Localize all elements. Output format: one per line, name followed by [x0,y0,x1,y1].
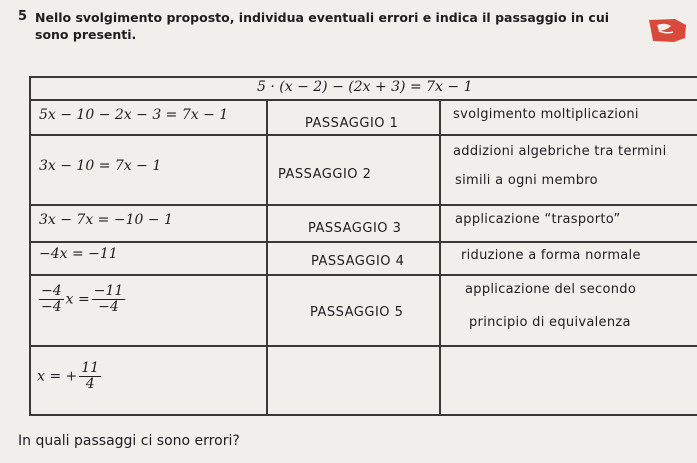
problem-instruction: Nello svolgimento proposto, individua eventuali errori e indica il passaggio in cui sono presenti. [35,10,610,42]
row3-description: applicazione “trasporto” [455,212,621,227]
row2-description-line2: simili a ogni membro [455,173,598,188]
red-tag-icon [645,16,689,44]
table-divider [29,345,697,347]
row5-description-line2: principio di equivalenza [469,315,631,330]
table-column-divider [439,99,441,416]
table-column-divider [266,99,268,416]
table-divider [29,274,697,276]
table-border-top [29,76,697,78]
row1-equation: 5x − 10 − 2x − 3 = 7x − 1 [39,107,229,123]
row2-step: PASSAGGIO 2 [278,167,372,182]
row2-description-line1: addizioni algebriche tra termini [453,144,667,159]
row5-description-line1: applicazione del secondo [465,282,637,297]
table-border-bottom [29,414,697,416]
row5-step: PASSAGGIO 5 [310,305,404,320]
problem-number: 5 [18,9,28,24]
row4-description: riduzione a forma normale [461,248,641,263]
table-divider [29,204,697,206]
question-text: In quali passaggi ci sono errori? [18,433,240,449]
row5-equation: $\frac{-4}{-4}$ x = $\frac{-11}{-4}$ [41,283,124,315]
row1-description: svolgimento moltiplicazioni [453,107,639,122]
row3-step: PASSAGGIO 3 [308,221,402,236]
table-border-left [29,76,31,416]
row4-equation: −4x = −11 [39,246,118,262]
row2-equation: 3x − 10 = 7x − 1 [39,158,162,174]
row3-equation: 3x − 7x = −10 − 1 [39,212,173,228]
header-equation: 5 · (x − 2) − (2x + 3) = 7x − 1 [257,79,473,95]
row6-equation: x = + $\frac{11}{4}$ [37,360,100,392]
row6-fraction: $\frac{11}{4}$ [81,360,100,392]
row4-step: PASSAGGIO 4 [311,254,405,269]
table-divider [29,99,697,101]
row5-fraction-left: $\frac{-4}{-4}$ [41,283,62,315]
exercise-table [29,76,697,416]
table-divider [29,134,697,136]
row1-step: PASSAGGIO 1 [305,116,399,131]
row5-fraction-right: $\frac{-11}{-4}$ [93,283,124,315]
table-divider [29,241,697,243]
